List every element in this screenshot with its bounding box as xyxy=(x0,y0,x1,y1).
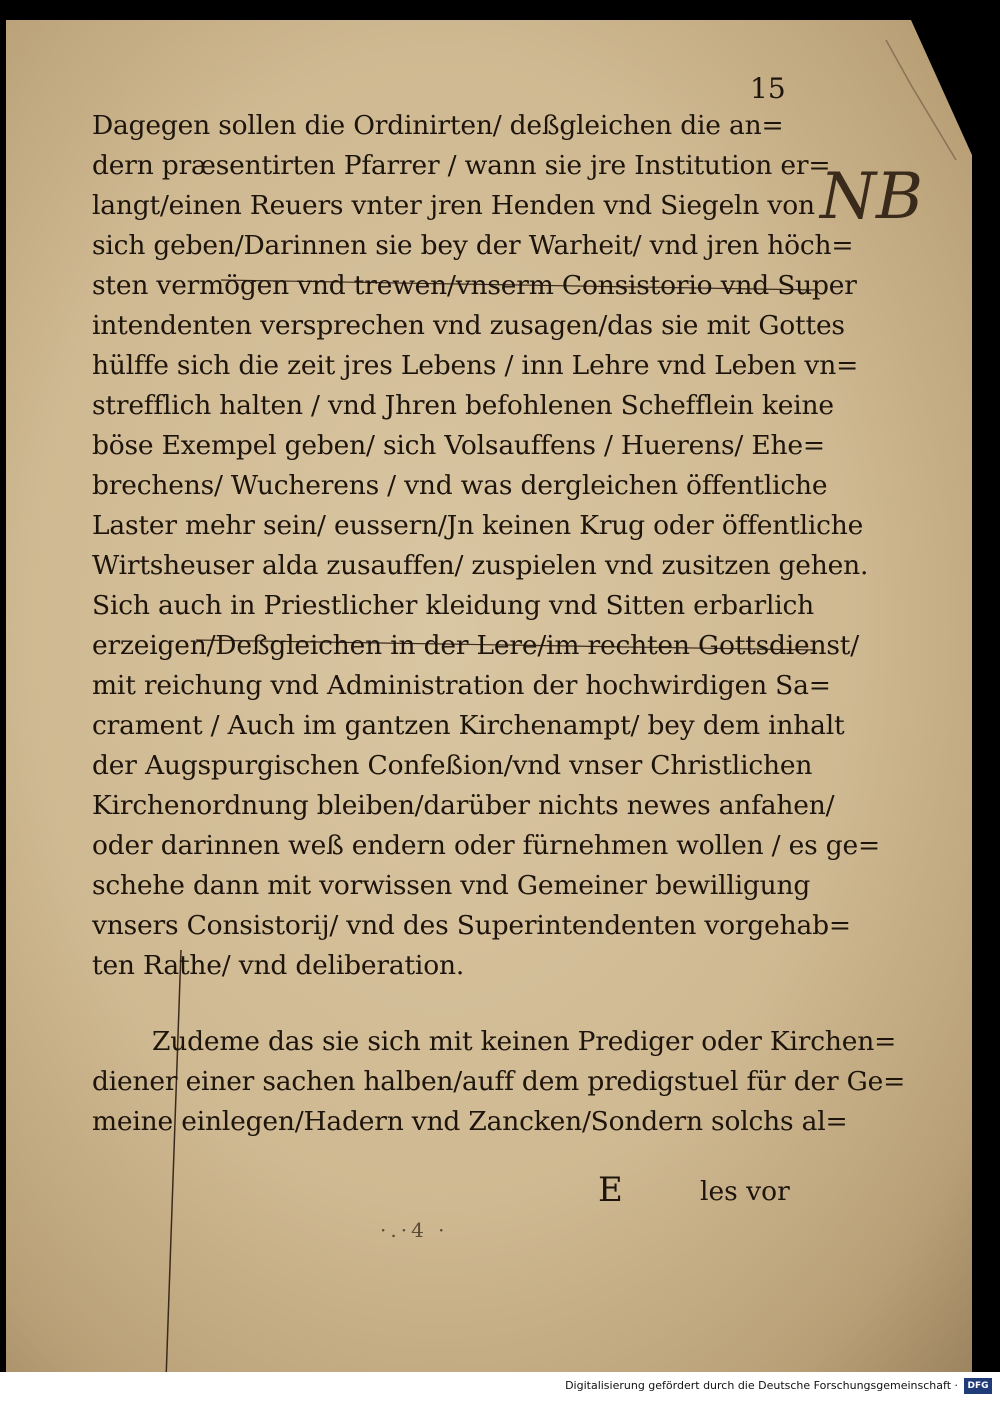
funding-notice: Digitalisierung gefördert durch die Deutsche Forschungsgemeinschaft · xyxy=(565,1379,958,1392)
footer-bar xyxy=(0,1372,1000,1401)
text-line: schehe dann mit vorwissen vnd Gemeiner bewilligung xyxy=(92,870,811,901)
page-number: 15 xyxy=(750,72,786,105)
margin-annotation-nb: NB xyxy=(820,160,924,234)
text-line: diener einer sachen halben/auff dem predigstuel für der Ge= xyxy=(92,1066,906,1097)
text-line: Sich auch in Priestlicher kleidung vnd Sitten erbarlich xyxy=(92,590,815,621)
text-line: mit reichung vnd Administration der hochwirdigen Sa= xyxy=(92,670,831,701)
text-line: Dagegen sollen die Ordinirten/ deßgleichen die an= xyxy=(92,110,784,141)
text-line: vnsers Consistorij/ vnd des Superintendenten vorgehab= xyxy=(92,910,851,941)
text-line: Wirtsheuser alda zusauffen/ zuspielen vnd zusitzen gehen. xyxy=(92,550,869,581)
text-line: böse Exempel geben/ sich Volsauffens / Huerens/ Ehe= xyxy=(92,430,825,461)
text-line: brechens/ Wucherens / vnd was dergleichen öffentliche xyxy=(92,470,828,501)
dfg-logo: DFG xyxy=(964,1378,992,1394)
text-line: hülffe sich die zeit jres Lebens / inn Lehre vnd Leben vn= xyxy=(92,350,859,381)
text-line: ten Rathe/ vnd deliberation. xyxy=(92,950,465,981)
text-line: dern præsentirten Pfarrer / wann sie jre Institution er= xyxy=(92,150,831,181)
text-line: erzeigen/Deßgleichen in der Lere/im rechten Gottsdienst/ xyxy=(92,630,859,661)
text-line: strefflich halten / vnd Jhren befohlenen Schefflein keine xyxy=(92,390,834,421)
catchword: les vor xyxy=(700,1176,790,1207)
text-line: meine einlegen/Hadern vnd Zancken/Sondern solchs al= xyxy=(92,1106,848,1137)
text-line: der Augspurgischen Confeßion/vnd vnser Christlichen xyxy=(92,750,813,781)
text-line: oder darinnen weß endern oder fürnehmen wollen / es ge= xyxy=(92,830,880,861)
text-line: sich geben/Darinnen sie bey der Warheit/ vnd jren höch= xyxy=(92,230,854,261)
text-line: Kirchenordnung bleiben/darüber nichts newes anfahen/ xyxy=(92,790,835,821)
text-line: sten vermögen vnd trewen/vnserm Consistorio vnd Super xyxy=(92,270,857,301)
page-ornament: ·.·4 · xyxy=(380,1218,449,1242)
text-line: intendenten versprechen vnd zusagen/das sie mit Gottes xyxy=(92,310,845,341)
text-line: crament / Auch im gantzen Kirchenampt/ bey dem inhalt xyxy=(92,710,845,741)
text-line: Laster mehr sein/ eussern/Jn keinen Krug oder öffentliche xyxy=(92,510,864,541)
text-line: Zudeme das sie sich mit keinen Prediger oder Kirchen= xyxy=(152,1026,897,1057)
text-line: langt/einen Reuers vnter jren Henden vnd Siegeln von xyxy=(92,190,815,221)
signature-mark: E xyxy=(598,1170,623,1210)
